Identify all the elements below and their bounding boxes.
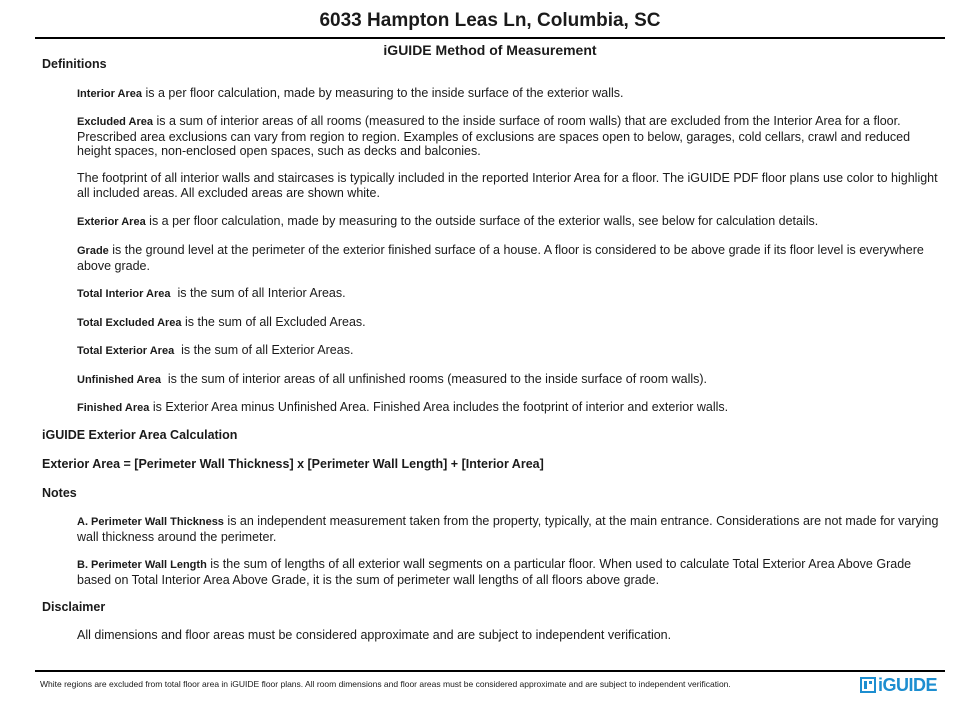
total-exterior-definition (77, 343, 947, 359)
footprint-paragraph: The footprint of all interior walls and staircases is typically included in the reported Interior Area for a floor. The iGUIDE PDF floor plans use color to highlight all included areas. All excluded areas are shown white. (77, 171, 938, 200)
total-interior-definition (77, 286, 947, 302)
note-text: is an independent measurement taken from the property, typically, at the main entrance. Considerations are not made for varying wall thickness around the perimeter. (77, 514, 939, 544)
definition-text: is the sum of all Exterior Areas. (174, 343, 354, 357)
calculation-formula: Exterior Area = [Perimeter Wall Thickness] x [Perimeter Wall Length] + [Interior Area] (42, 457, 544, 471)
definition-term: Finished Area (77, 402, 150, 414)
note-term: B. Perimeter Wall Length (77, 559, 207, 571)
footer-divider (35, 670, 945, 672)
definitions-heading: Definitions (42, 57, 107, 71)
grade-definition (77, 243, 947, 273)
finished-area-definition (77, 400, 947, 416)
page-subtitle: iGUIDE Method of Measurement (383, 42, 597, 58)
definition-text: is a sum of interior areas of all rooms (measured to the inside surface of room walls) that are excluded from the Interior Area for a floor. Prescribed area exclusions can vary from region to region. Examples of exclusions are spaces open to below, garages, cold cellars, crawl and reduced height spaces, non-enclosed open spaces, such as decks and balconies. (77, 114, 911, 158)
definition-text: is a per floor calculation, made by measuring to the inside surface of the exterior walls. (142, 86, 624, 100)
definition-term: Exterior Area (77, 216, 146, 228)
notes-heading: Notes (42, 486, 77, 500)
definition-term: Total Exterior Area (77, 345, 175, 357)
definition-text: is the sum of all Interior Areas. (170, 286, 346, 300)
definition-term: Grade (77, 245, 109, 257)
definition-text: is Exterior Area minus Unfinished Area. Finished Area includes the footprint of interior and exterior walls. (149, 400, 729, 414)
unfinished-area-definition (77, 372, 947, 388)
definition-text: is the sum of interior areas of all unfinished rooms (measured to the inside surface of room walls). (160, 372, 708, 386)
iguide-logo-icon (860, 677, 876, 693)
definition-term: Unfinished Area (77, 374, 161, 386)
interior-area-definition (77, 86, 947, 102)
note-a (77, 514, 947, 544)
footer-note: White regions are excluded from total floor area in iGUIDE floor plans. All room dimensions and floor areas must be considered approximate and are subject to independent verification. (40, 679, 731, 689)
excluded-area-definition (77, 114, 947, 159)
page-title: 6033 Hampton Leas Ln, Columbia, SC (319, 10, 661, 31)
note-text: is the sum of lengths of all exterior wall segments on a particular floor. When used to calculate Total Exterior Area Above Grade based on Total Interior Area Above Grade, it is the sum of perimeter wall lengths of all floors above grade. (77, 557, 912, 587)
definition-term: Total Excluded Area (77, 317, 182, 329)
definition-term: Excluded Area (77, 116, 154, 128)
iguide-logo (860, 675, 937, 695)
definition-term: Total Interior Area (77, 288, 171, 300)
total-excluded-definition (77, 315, 947, 331)
logo-text: iGUIDE (878, 674, 938, 695)
note-term: A. Perimeter Wall Thickness (77, 516, 224, 528)
disclaimer-text: All dimensions and floor areas must be considered approximate and are subject to independent verification. (77, 628, 672, 642)
definition-text: is the ground level at the perimeter of the exterior finished surface of a house. A floor is considered to be above grade if its floor level is everywhere above grade. (77, 243, 924, 273)
disclaimer-heading: Disclaimer (42, 600, 106, 614)
header-divider (35, 37, 945, 39)
definition-text: is a per floor calculation, made by measuring to the outside surface of the exterior walls, see below for calculation details. (145, 214, 819, 228)
definition-term: Interior Area (77, 88, 143, 100)
definition-text: is the sum of all Excluded Areas. (181, 315, 366, 329)
calculation-heading: iGUIDE Exterior Area Calculation (42, 428, 238, 442)
exterior-area-definition (77, 214, 947, 230)
note-b (77, 557, 947, 587)
